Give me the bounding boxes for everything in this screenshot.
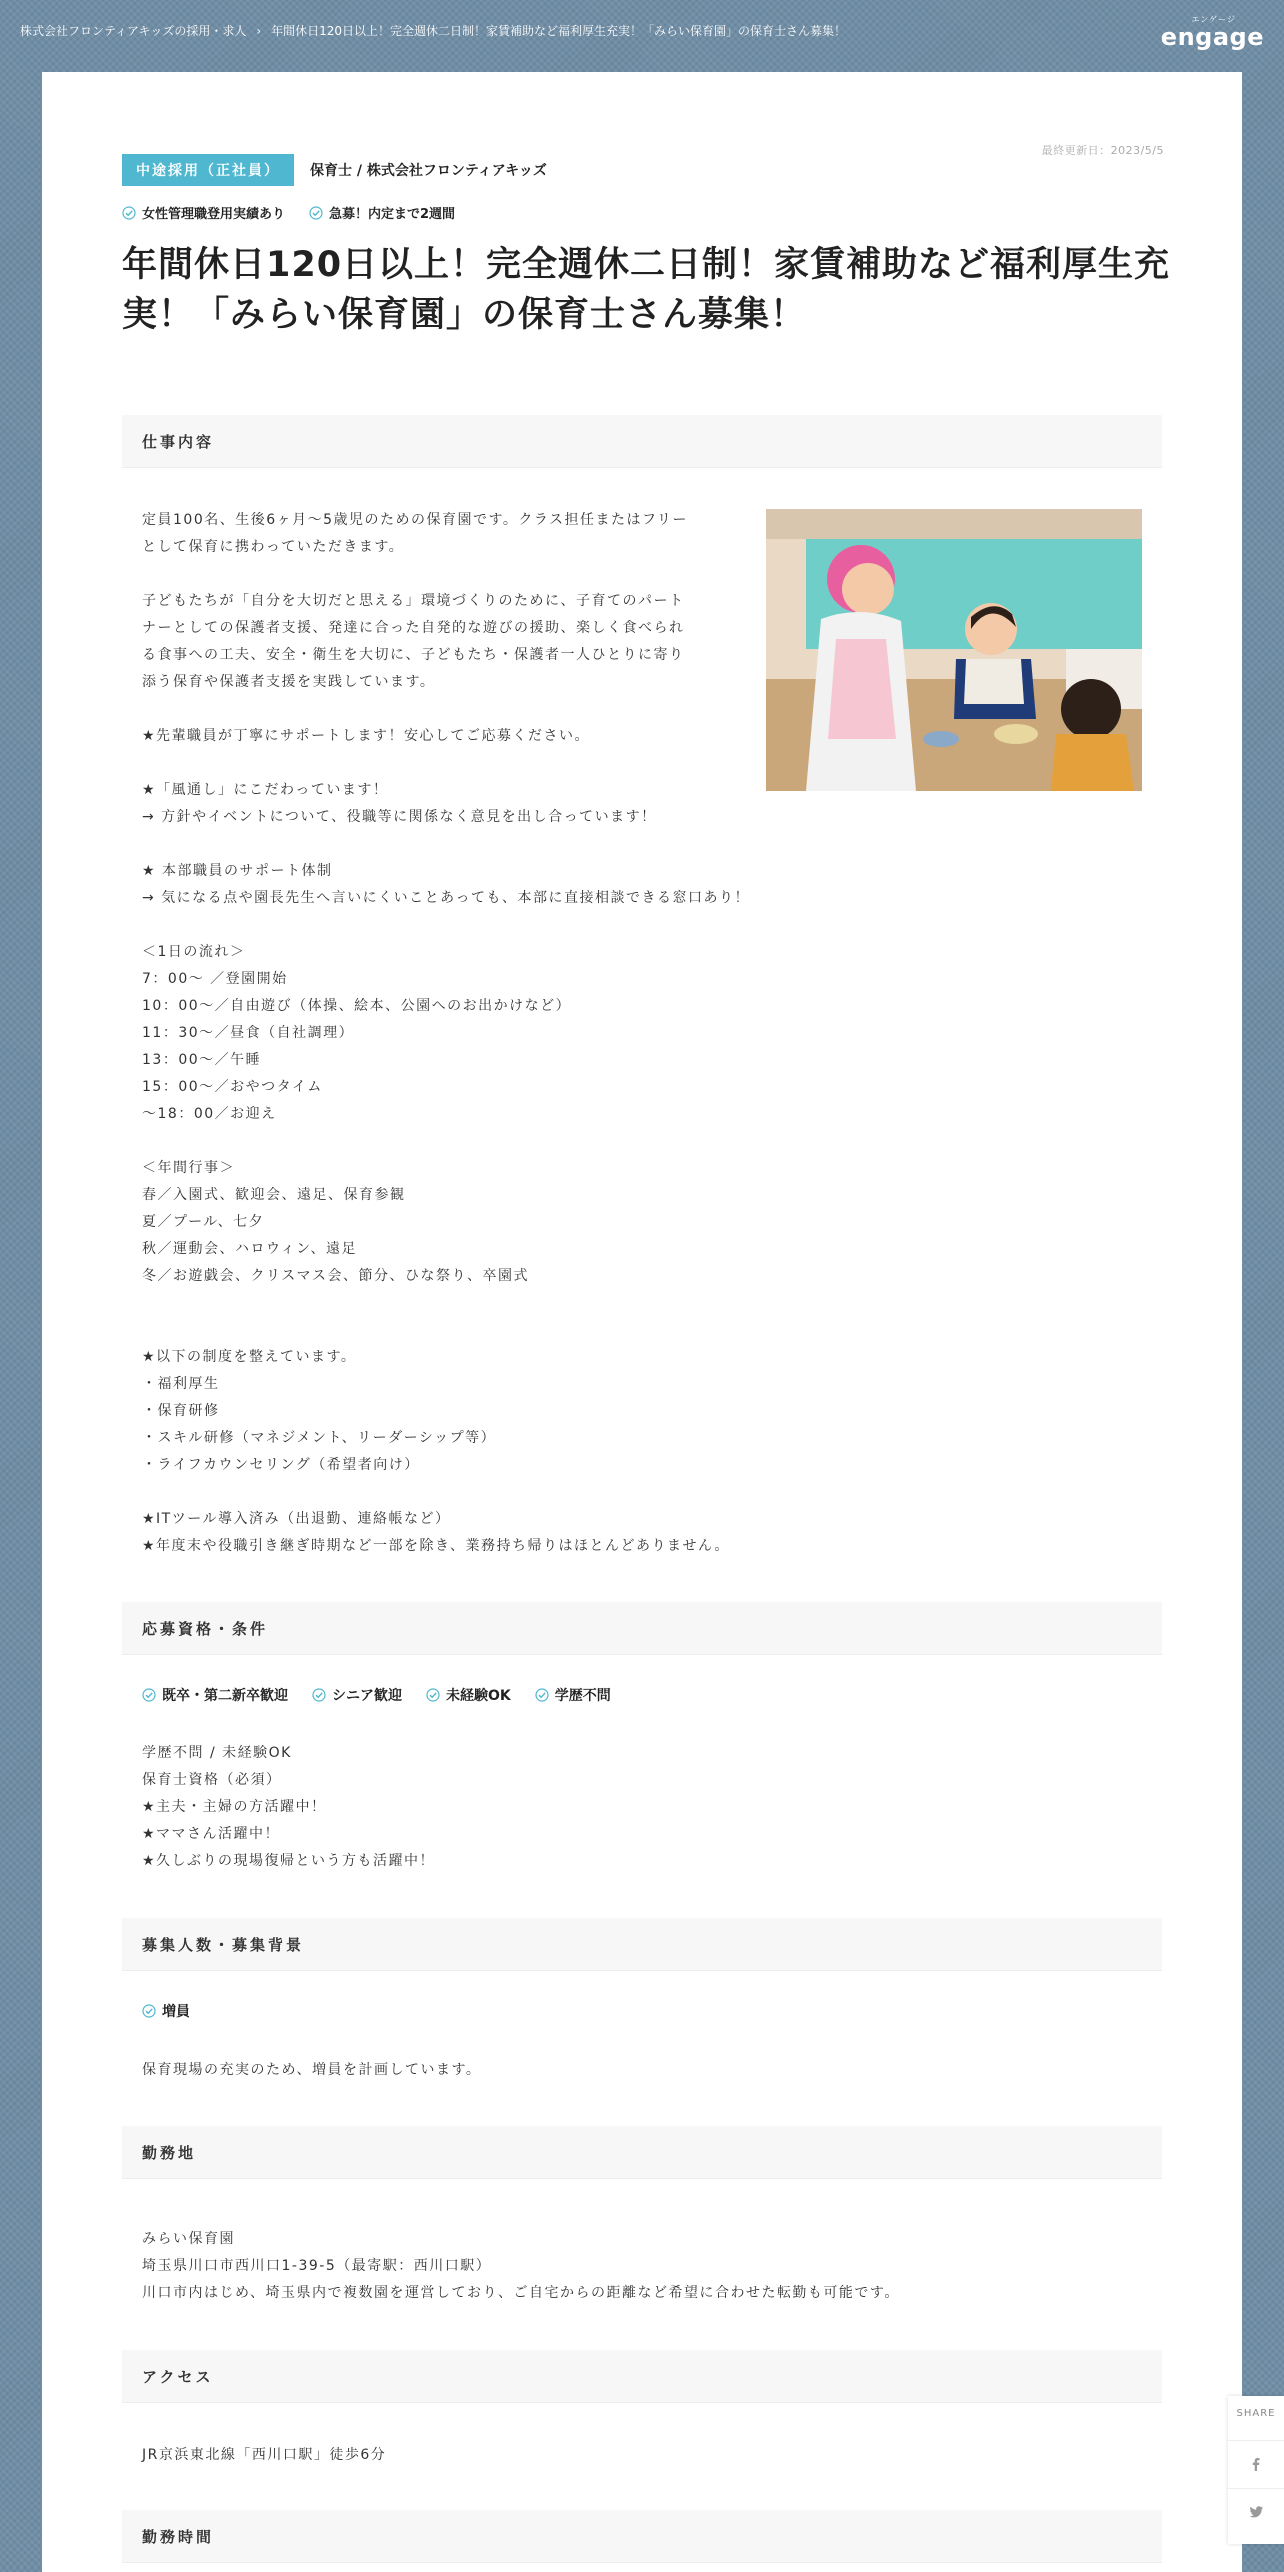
last-updated: 最終更新日：2023/5/5 <box>1041 144 1164 157</box>
check-circle-icon <box>426 1688 440 1702</box>
chip-label: シニア歓迎 <box>332 1688 402 1704</box>
section-heading-recruit <box>122 1918 1162 1971</box>
requirement-chip <box>426 1685 511 1705</box>
chip-label: 未経験OK <box>446 1688 511 1704</box>
section-title: 仕事内容 <box>142 433 215 451</box>
recruit-chip <box>142 2001 190 2021</box>
section-heading-requirements <box>122 1602 1162 1655</box>
check-circle-icon <box>122 206 136 220</box>
feature-item <box>309 203 455 222</box>
logo-kana: エンゲージ <box>1191 15 1236 24</box>
section-heading-hours <box>122 2510 1162 2563</box>
top-bar <box>0 0 1284 60</box>
requirement-chip <box>535 1685 611 1705</box>
nursery-photo <box>766 509 1142 791</box>
chip-label: 増員 <box>162 2004 190 2020</box>
breadcrumb <box>20 22 846 39</box>
feature-label: 女性管理職登用実績あり <box>142 207 286 222</box>
section-title: 応募資格・条件 <box>142 1620 269 1638</box>
check-circle-icon <box>535 1688 549 1702</box>
breadcrumb-current: 年間休日120日以上！完全週休二日制！家賃補助など福利厚生充実！「みらい保育園」の保育士さん募集！ <box>271 24 847 38</box>
check-circle-icon <box>142 2004 156 2018</box>
job-title: 年間休日120日以上！完全週休二日制！家賃補助など福利厚生充実！「みらい保育園」の保育士さん募集！ <box>122 245 1171 335</box>
requirement-chip <box>142 1685 288 1705</box>
section-title: 勤務地 <box>142 2144 197 2162</box>
requirement-chips <box>142 1685 611 1705</box>
location-text: みらい保育園 埼玉県川口市西川口1-39-5（最寄駅：西川口駅） 川口市内はじめ、埼玉県内で複数園を運営しており、ご自宅からの距離など希望に合わせた転勤も可能です。 <box>142 2231 900 2301</box>
check-circle-icon <box>312 1688 326 1702</box>
section-heading-access <box>122 2350 1162 2403</box>
twitter-icon <box>1248 2504 1264 2520</box>
share-label: SHARE <box>1236 2408 1276 2419</box>
recruit-text: 保育現場の充実のため、増員を計画しています。 <box>142 2062 482 2078</box>
feature-label: 急募！内定まで2週間 <box>329 207 456 222</box>
recruit-chips <box>142 2001 190 2021</box>
check-circle-icon <box>309 206 323 220</box>
logo-text: engage <box>1160 23 1264 51</box>
job-card <box>42 72 1242 2572</box>
engage-logo[interactable] <box>1154 14 1264 54</box>
chip-label: 学歴不問 <box>554 1688 611 1704</box>
share-panel <box>1228 2396 1284 2544</box>
employment-type-badge: 中途採用（正社員） <box>122 154 294 186</box>
check-circle-icon <box>142 1688 156 1702</box>
job-company: 保育士 / 株式会社フロンティアキッズ <box>310 163 547 179</box>
section-title: 勤務時間 <box>142 2528 215 2546</box>
section-title: アクセス <box>142 2368 214 2386</box>
nursery-photo-illustration <box>766 509 1142 791</box>
facebook-icon <box>1248 2456 1264 2472</box>
requirement-chip <box>312 1685 402 1705</box>
twitter-share-button[interactable] <box>1228 2488 1284 2535</box>
section-heading-work <box>122 415 1162 468</box>
feature-item <box>122 203 285 222</box>
work-intro-text: 定員100名、生後6ヶ月～5歳児のための保育園です。クラス担任またはフリー として保育に携わっていただきます。 子どもたちが「自分を大切だと思える」環境づくりのために、子育てのパート ナーとしての保護者支援、発達に合った自発的な遊びの援助、楽しく食べられ る食事への工夫、安全・衛生を大切に、子どもたち・保護者一人ひとりに寄り 添う保育や保護者支援を実践しています。 ★先輩職員が丁寧にサポートします！安心してご応募ください。 <box>142 512 688 744</box>
access-text: JR京浜東北線「西川口駅」徒歩6分 <box>142 2447 387 2463</box>
section-title: 募集人数・募集背景 <box>142 1936 305 1954</box>
facebook-share-button[interactable] <box>1228 2440 1284 2487</box>
chevron-right-icon: › <box>256 23 262 38</box>
breadcrumb-company-link[interactable]: 株式会社フロンティアキッズの採用・求人 <box>20 24 247 38</box>
job-tag-row <box>122 154 547 186</box>
section-heading-location <box>122 2126 1162 2179</box>
chip-label: 既卒・第二新卒歓迎 <box>162 1688 288 1704</box>
feature-list <box>122 203 455 222</box>
requirements-text: 学歴不問 / 未経験OK 保育士資格（必須） ★主夫・主婦の方活躍中！ ★ママさん活躍中！ ★久しぶりの現場復帰という方も活躍中！ <box>142 1745 436 1869</box>
work-details-text: ★「風通し」にこだわっています！ → 方針やイベントについて、役職等に関係なく意見を出し合っています！ ★ 本部職員のサポート体制 → 気になる点や園長先生へ言いにくいことあっても、本部に直接相談できる窓口あり！ ＜1日の流れ＞ 7：00～ ／登園開始 10：00～／自由遊び（体操、絵本、公園へのお出かけなど） 11：30～／昼食（自社調理） 13：00～／午睡 15：00～／おやつタイム ～18：00／お迎え ＜年間行事＞ 春／入園式、歓迎会、遠足、保育参観 夏／プール、七夕 秋／運動会、ハロウィン、遠足 冬／お遊戯会、クリスマス会、節分、ひな祭り、卒園式 ★以下の制度を整えています。 ・福利厚生 ・保育研修 ・スキル研修（マネジメント、リーダーシップ等） ・ライフカウンセリング（希望者向け） ★ITツール導入済み（出退勤、連絡帳など） ★年度末や役職引き継ぎ時期など一部を除き、業務持ち帰りはほとんどありません。 <box>142 782 751 1554</box>
